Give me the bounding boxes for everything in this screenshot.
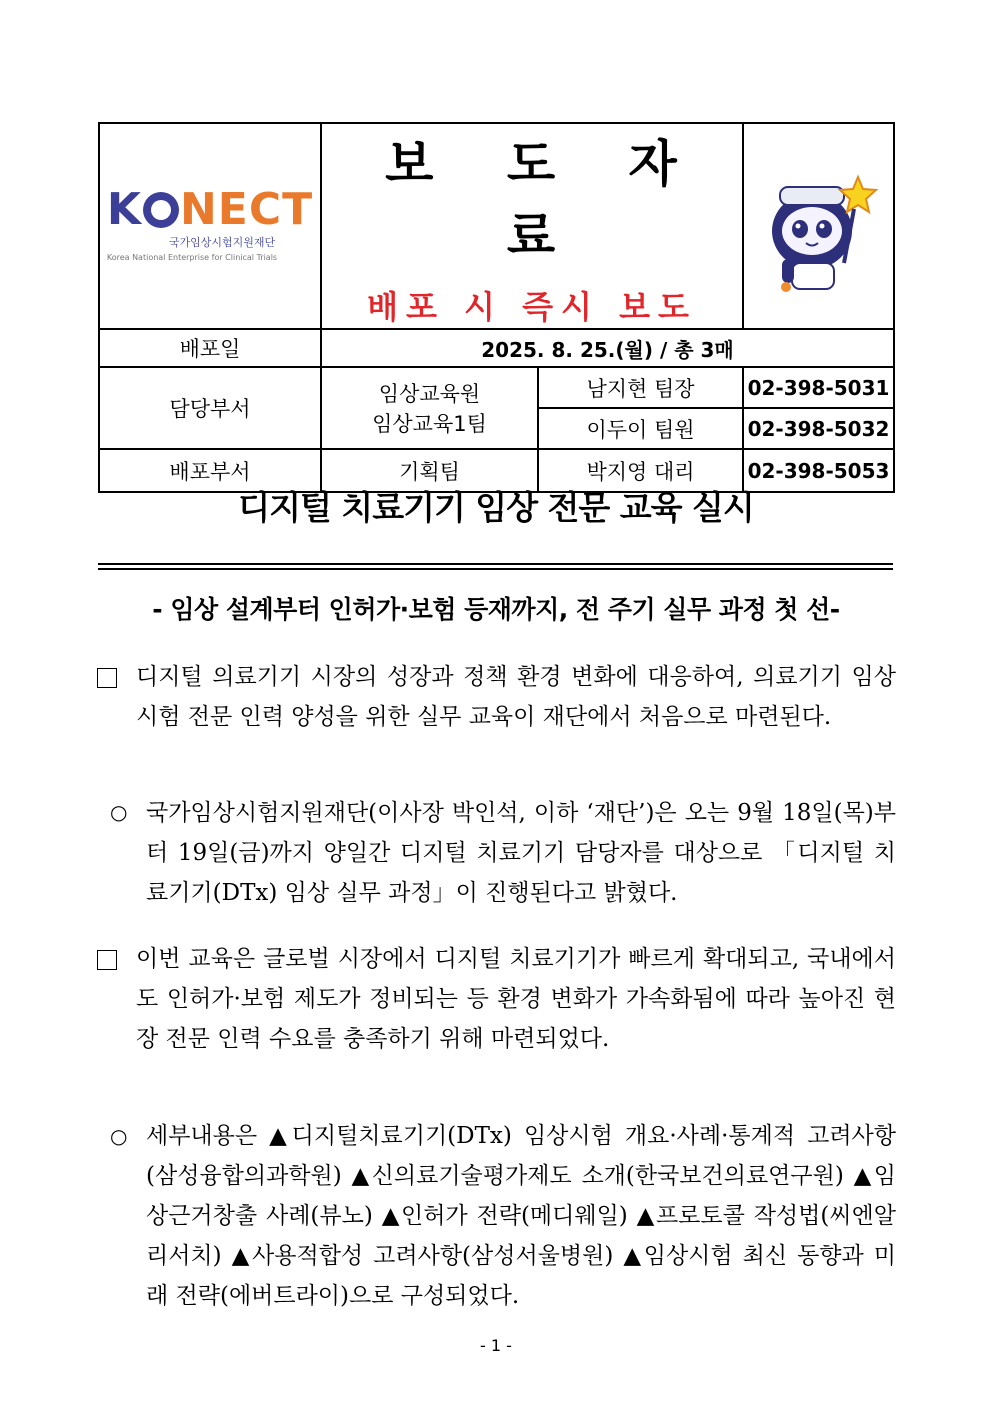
logo-cell (99, 123, 321, 329)
doc-title: 보 도 자 료 (385, 135, 705, 265)
release-date-value: 2025. 8. 25.(월) / 총 3매 (321, 329, 894, 367)
logo-subtitle-ko: 국가임상시험지원재단 (168, 236, 276, 249)
release-date-label: 배포일 (99, 329, 321, 367)
press-release-header-table (98, 122, 895, 493)
dist-contact-phone: 02-398-5053 (743, 449, 894, 492)
logo-o-mark-icon (143, 192, 179, 228)
paragraph-1-detail: 국가임상시험지원재단(이사장 박인석, 이하 ‘재단’)은 오는 9월 18일(목)부터 19일(금)까지 양일간 디지털 치료기기 담당자를 대상으로 「디지털 치료기기(DTx) 임상 실무 과정」이 진행된다고 밝혔다. (146, 800, 896, 906)
circle-bullet-icon: ○ (110, 800, 128, 824)
dist-dept-name: 기획팀 (321, 449, 538, 492)
double-rule-bottom (98, 568, 893, 570)
paragraph-2-detail: 세부내용은 ▲디지털치료기기(DTx) 임상시험 개요·사례·통계적 고려사항(삼성융합의과학원) ▲신의료기술평가제도 소개(한국보건의료연구원) ▲임상근거창출 사례(뷰노) ▲인허가 전략(메디웨일) ▲프로토콜 작성법(씨엔알리서치) ▲사용적합성 고려사항(삼성서울병원) ▲임상시험 최신 동향과 미래 전략(에버트라이)으로 구성되었다. (146, 1123, 896, 1309)
headline: 디지털 치료기기 임상 전문 교육 실시 (238, 488, 754, 527)
circle-bullet-icon: ○ (110, 1124, 128, 1148)
contact-name: 이두이 팀원 (538, 408, 743, 449)
title-cell (321, 123, 743, 329)
konect-logo: K NECT 국가임상시험지원재단 Korea National Enterprise for Clinical Trials (106, 184, 314, 262)
mascot-icon (754, 159, 884, 294)
page-number: - 1 - (480, 1336, 512, 1355)
logo-subtitle-en: Korea National Enterprise for Clinical Trials (106, 253, 278, 262)
mascot-cell (743, 123, 894, 329)
square-bullet-icon (97, 668, 117, 688)
dept-name-line2: 임상교육1팀 (372, 412, 487, 436)
dist-dept-label: 배포부서 (99, 449, 321, 492)
contact-name: 남지현 팀장 (538, 367, 743, 408)
contact-phone: 02-398-5032 (743, 408, 894, 449)
double-rule-top (98, 563, 893, 565)
dept-name (321, 367, 538, 449)
doc-subtitle: 배포 시 즉시 보도 (367, 288, 697, 326)
dept-name-line1: 임상교육원 (378, 382, 481, 406)
paragraph-2: 이번 교육은 글로벌 시장에서 디지털 치료기기가 빠르게 확대되고, 국내에서도 인허가·보험 제도가 정비되는 등 환경 변화가 가속화됨에 따라 높아진 현장 전문 인력 수요를 충족하기 위해 마련되었다. (136, 946, 896, 1052)
contact-phone: 02-398-5031 (743, 367, 894, 408)
dist-contact-name: 박지영 대리 (538, 449, 743, 492)
subheadline: - 임상 설계부터 인허가·보험 등재까지, 전 주기 실무 과정 첫 선- (152, 595, 840, 624)
paragraph-1: 디지털 의료기기 시장의 성장과 정책 환경 변화에 대응하여, 의료기기 임상시험 전문 인력 양성을 위한 실무 교육이 재단에서 처음으로 마련된다. (136, 664, 896, 730)
square-bullet-icon (97, 950, 117, 970)
dept-label: 담당부서 (99, 367, 321, 449)
